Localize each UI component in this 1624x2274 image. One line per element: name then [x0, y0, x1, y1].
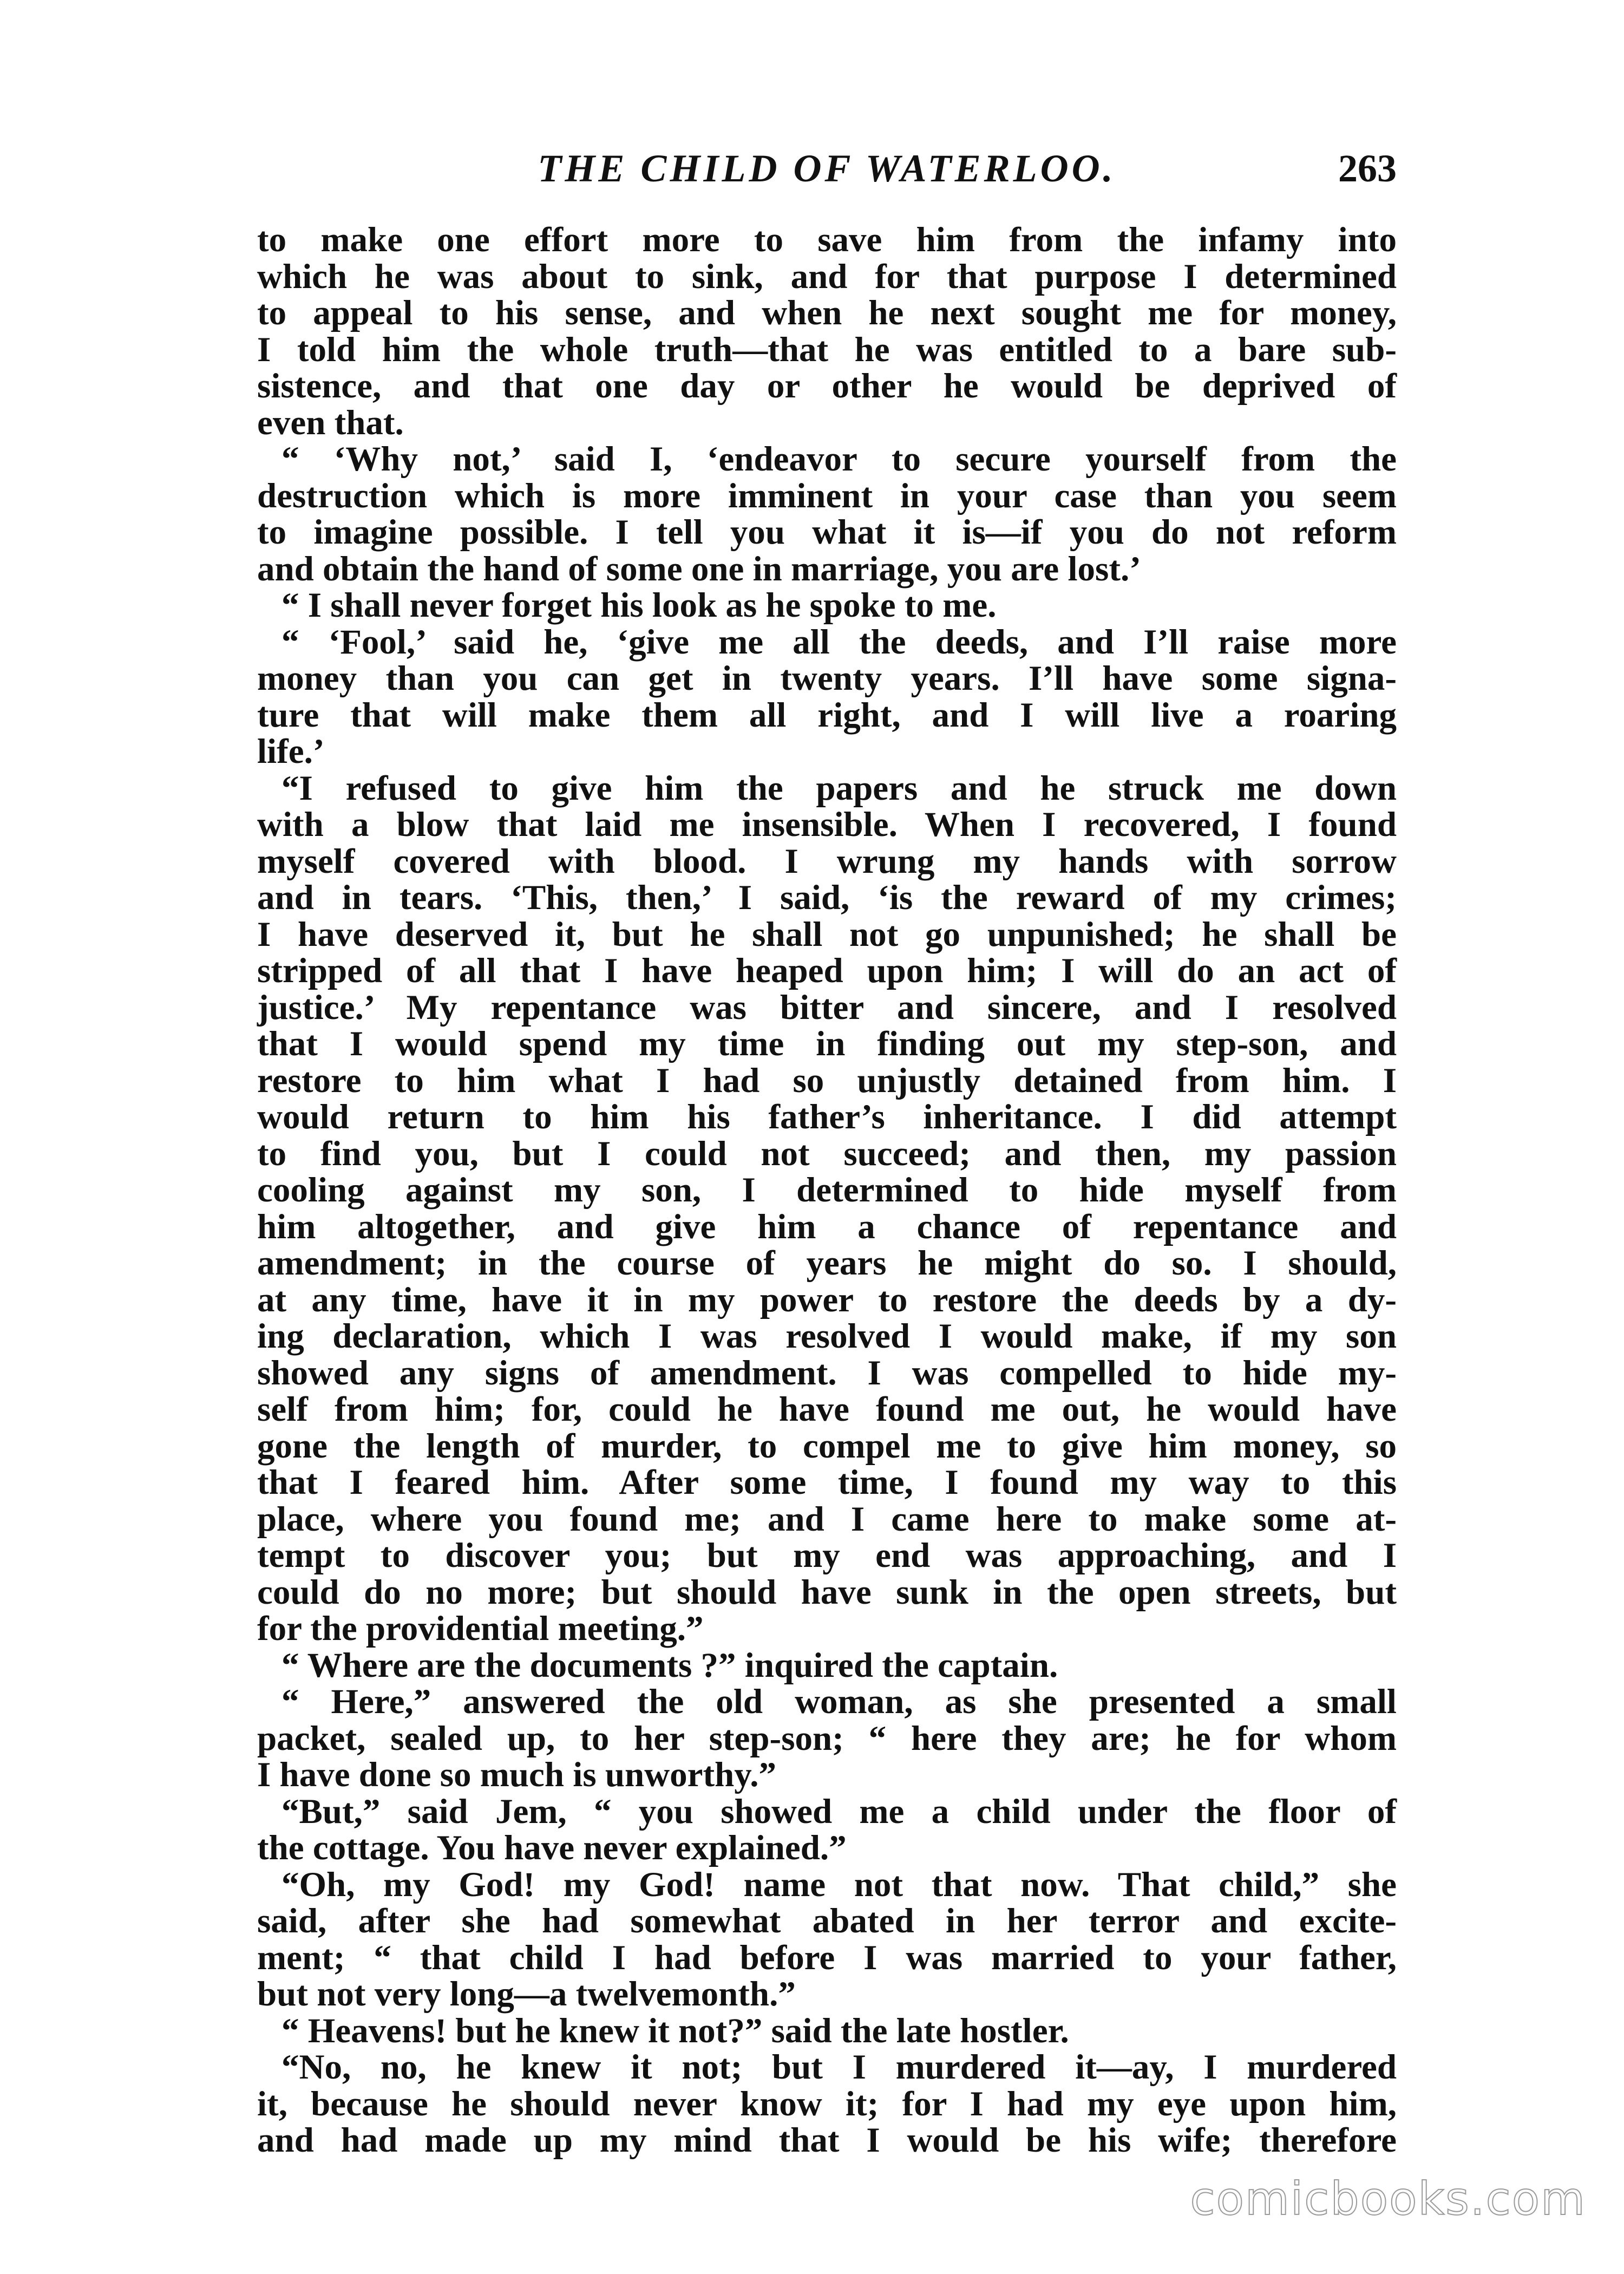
text-line: self from him; for, could he have found me out, he would have	[257, 1390, 1397, 1429]
text-line: and obtain the hand of some one in marriage, you are lost.’	[257, 549, 1141, 589]
text-line: showed any signs of amendment. I was compelled to hide my-	[257, 1353, 1397, 1393]
text-line: “ Here,” answered the old woman, as she presented a small	[281, 1682, 1397, 1721]
text-line: tempt to discover you; but my end was approaching, and I	[257, 1536, 1397, 1575]
text-line: packet, sealed up, to her step-son; “ here they are; he for whom	[257, 1718, 1397, 1758]
text-line: to imagine possible. I tell you what it is—if you do not reform	[257, 513, 1397, 552]
body-text	[257, 222, 1397, 2159]
running-header	[257, 146, 1397, 195]
text-line: it, because he should never know it; for I had my eye upon him,	[257, 2084, 1397, 2123]
text-line: ing declaration, which I was resolved I would make, if my son	[257, 1317, 1397, 1356]
text-line: destruction which is more imminent in your case than you seem	[257, 476, 1397, 515]
text-line: myself covered with blood. I wrung my hands with sorrow	[257, 841, 1397, 881]
text-line: amendment; in the course of years he might do so. I should,	[257, 1244, 1397, 1283]
text-line: which he was about to sink, and for that purpose I determined	[257, 257, 1397, 296]
text-line: “ ‘Fool,’ said he, ‘give me all the deeds, and I’ll raise more	[281, 622, 1397, 662]
text-line: to find you, but I could not succeed; and then, my passion	[257, 1134, 1397, 1173]
text-line: sistence, and that one day or other he would be deprived of	[257, 367, 1397, 406]
watermark: comicbooks.com	[1190, 2172, 1586, 2225]
text-line: but not very long—a twelvemonth.”	[257, 1975, 796, 2014]
text-line: “ Heavens! but he knew it not?” said the late hostler.	[281, 2011, 1069, 2050]
text-line: that I feared him. After some time, I found my way to this	[257, 1463, 1397, 1502]
text-line: ment; “ that child I had before I was married to your father,	[257, 1938, 1397, 1977]
text-line: “ I shall never forget his look as he spoke to me.	[281, 586, 997, 625]
text-line: justice.’ My repentance was bitter and sincere, and I resolved	[257, 988, 1397, 1027]
running-title: THE CHILD OF WATERLOO.	[538, 147, 1116, 190]
text-line: “No, no, he knew it not; but I murdered it—ay, I murdered	[281, 2048, 1397, 2087]
text-line: ture that will make them all right, and I will live a roaring	[257, 695, 1397, 735]
text-line: place, where you found me; and I came here to make some at-	[257, 1499, 1397, 1539]
text-line: even that.	[257, 403, 404, 442]
text-line: “ ‘Why not,’ said I, ‘endeavor to secure yourself from the	[281, 440, 1397, 479]
text-line: cooling against my son, I determined to hide myself from	[257, 1171, 1397, 1210]
text-line: for the providential meeting.”	[257, 1609, 704, 1648]
text-line: to appeal to his sense, and when he next sought me for money,	[257, 293, 1397, 332]
text-line: “Oh, my God! my God! name not that now. That child,” she	[281, 1865, 1397, 1904]
text-line: that I would spend my time in finding out my step-son, and	[257, 1024, 1397, 1063]
page-number: 263	[1338, 147, 1397, 190]
text-line: I told him the whole truth—that he was entitled to a bare sub-	[257, 330, 1397, 369]
text-line: could do no more; but should have sunk in the open streets, but	[257, 1572, 1397, 1612]
text-line: with a blow that laid me insensible. When I recovered, I found	[257, 805, 1397, 844]
text-line: “I refused to give him the papers and he struck me down	[281, 768, 1397, 808]
text-line: at any time, have it in my power to restore the deeds by a dy-	[257, 1280, 1397, 1319]
text-line: life.’	[257, 732, 325, 771]
text-line: and had made up my mind that I would be his wife; therefore	[257, 2121, 1397, 2160]
text-line: the cottage. You have never explained.”	[257, 1828, 847, 1867]
text-line: restore to him what I had so unjustly detained from him. I	[257, 1061, 1397, 1100]
text-line: money than you can get in twenty years. I’ll have some signa-	[257, 659, 1397, 698]
text-line: I have done so much is unworthy.”	[257, 1755, 776, 1794]
text-line: “But,” said Jem, “ you showed me a child under the floor of	[281, 1792, 1397, 1831]
text-line: gone the length of murder, to compel me to give him money, so	[257, 1426, 1397, 1466]
text-line: I have deserved it, but he shall not go unpunished; he shall be	[257, 914, 1397, 954]
text-line: him altogether, and give him a chance of repentance and	[257, 1207, 1397, 1246]
text-line: and in tears. ‘This, then,’ I said, ‘is the reward of my crimes;	[257, 878, 1397, 917]
text-line: “ Where are the documents ?” inquired the captain.	[281, 1645, 1058, 1685]
text-line: stripped of all that I have heaped upon him; I will do an act of	[257, 951, 1397, 990]
text-line: would return to him his father’s inheritance. I did attempt	[257, 1097, 1397, 1136]
text-line: said, after she had somewhat abated in her terror and excite-	[257, 1901, 1397, 1940]
text-line: to make one effort more to save him from the infamy into	[257, 220, 1397, 259]
